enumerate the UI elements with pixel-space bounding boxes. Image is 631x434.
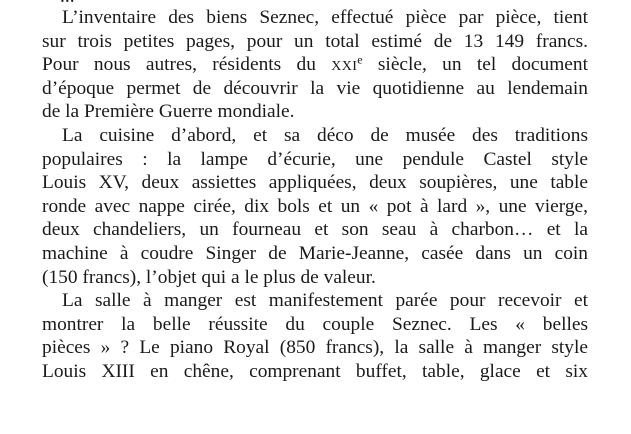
text-line — [42, 53, 588, 77]
text-line: d’époque permet de découvrir la vie quotidienne au lendemain — [42, 77, 588, 99]
text-segment: siècle, un tel document — [362, 54, 588, 76]
text-line: (150 francs), l’objet qui a le plus de valeur. — [42, 266, 376, 288]
text-line: populaires : la lampe d’écurie, une pendule Castel style — [42, 148, 588, 170]
text-line: La salle à manger est manifestement parée pour recevoir et — [62, 290, 588, 312]
text-line: La cuisine d’abord, et sa déco de musée des traditions — [62, 125, 588, 146]
ordinal-suffix: e — [357, 52, 363, 67]
text-line: L’inventaire des biens Seznec, effectué pièce par pièce, tient — [62, 7, 588, 28]
text-line: Louis XV, deux assiettes appliquées, deux soupières, une table — [42, 172, 588, 194]
text-line: ronde avec nappe cirée, dix bols et un « pot à lard », une vierge, — [42, 195, 588, 217]
text-line: deux chandeliers, un fourneau et son seau à charbon… et la — [42, 219, 588, 241]
text-line: montrer la belle réussite du couple Seznec. Les « belles — [42, 313, 588, 335]
text-segment: Pour nous autres, résidents du — [42, 54, 332, 76]
text-line: de la Première Guerre mondiale. — [42, 101, 295, 123]
text-line: machine à coudre Singer de Marie-Jeanne, casée dans un coin — [42, 243, 588, 264]
text-line: sur trois petites pages, pour un total estimé de 13 149 francs. — [42, 30, 588, 52]
text-line: pièces » ? Le piano Royal (850 francs), la salle à manger style — [42, 337, 588, 359]
text-line: Louis XIII en chêne, comprenant buffet, table, glace et six — [42, 361, 588, 382]
century-numeral: xxi — [331, 54, 358, 76]
